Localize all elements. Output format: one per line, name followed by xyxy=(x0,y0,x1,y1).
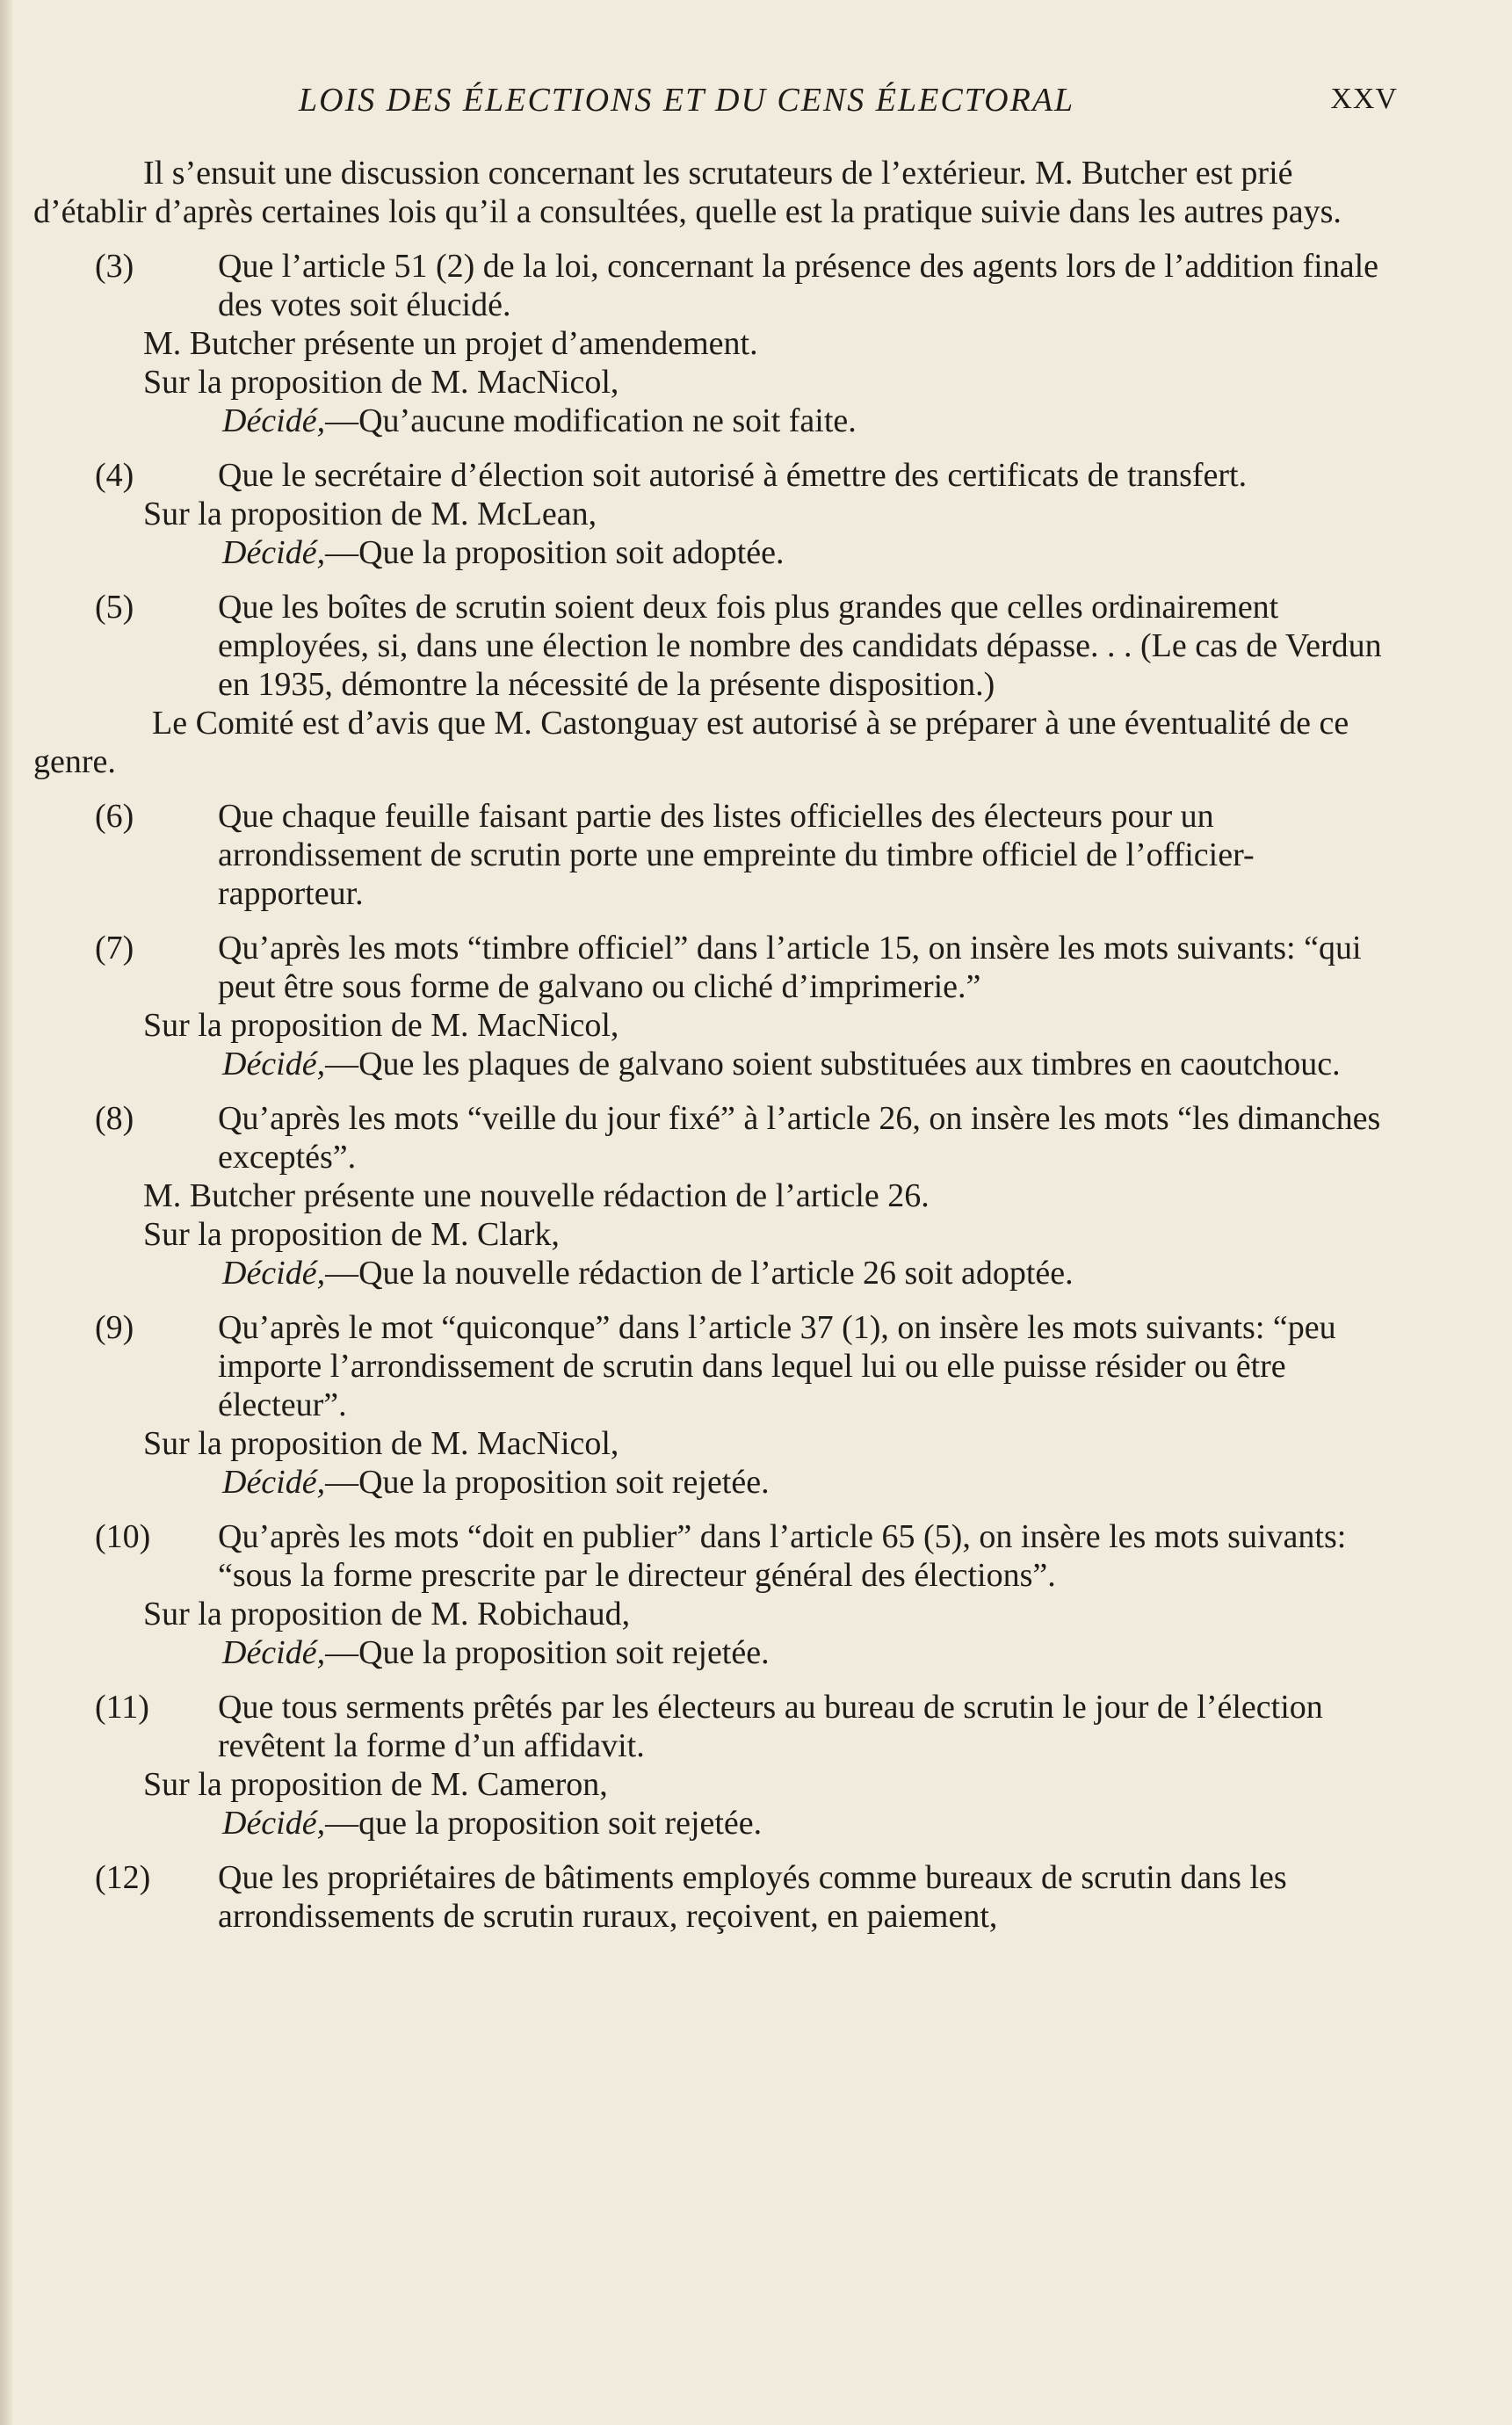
decided-label: Décidé, xyxy=(222,1464,326,1501)
item-note: Sur la proposition de M. Clark, xyxy=(143,1216,560,1253)
decided-label: Décidé, xyxy=(222,1634,326,1671)
item-number: (6) xyxy=(95,798,134,835)
item-number: (10) xyxy=(95,1518,151,1555)
item-text: Que chaque feuille faisant partie des listes officielles des électeurs pour un arrondissement de scrutin porte une empreinte du timbre officiel de l’officier-rapporteur. xyxy=(218,798,1255,912)
item-number: (5) xyxy=(95,589,134,626)
agenda-item xyxy=(33,797,1397,913)
resolution xyxy=(33,533,1397,572)
item-number: (9) xyxy=(95,1309,134,1346)
decided-label: Décidé, xyxy=(222,1255,326,1292)
decided-text: —Qu’aucune modification ne soit faite. xyxy=(325,402,857,439)
page-number: XXV xyxy=(1330,83,1398,115)
item-note: Sur la proposition de M. McLean, xyxy=(143,496,597,532)
item-note: Sur la proposition de M. MacNicol, xyxy=(143,364,619,401)
agenda-item xyxy=(33,456,1397,495)
item-text: Que le secrétaire d’élection soit autorisé à émettre des certificats de transfert. xyxy=(218,457,1248,494)
item-note: Sur la proposition de M. Cameron, xyxy=(143,1766,608,1803)
agenda-item xyxy=(33,1858,1397,1936)
item-text: Que les propriétaires de bâtiments employés comme bureaux de scrutin dans les arrondissements de scrutin ruraux, reçoivent, en paiement, xyxy=(218,1859,1287,1935)
decided-text: —Que la nouvelle rédaction de l’article 26 soit adoptée. xyxy=(325,1255,1074,1292)
resolution xyxy=(33,1463,1397,1502)
resolution xyxy=(33,402,1397,440)
resolution xyxy=(33,1633,1397,1672)
resolution xyxy=(33,1254,1397,1292)
item-text: Que l’article 51 (2) de la loi, concernant la présence des agents lors de l’addition finale des votes soit élucidé. xyxy=(218,248,1379,323)
decided-text: —Que la proposition soit rejetée. xyxy=(325,1634,770,1671)
item-text: Que les boîtes de scrutin soient deux fois plus grandes que celles ordinairement employées, si, dans une élection le nombre des candidats dépasse. . . (Le cas de Verdun en 1935, démontre la nécessité de la présente disposition.) xyxy=(218,589,1382,703)
item-text: Qu’après les mots “timbre officiel” dans l’article 15, on insère les mots suivants: “qui peut être sous forme de galvano ou cliché d’imprimerie.” xyxy=(218,930,1362,1005)
page-spine-shadow xyxy=(0,0,12,2425)
item-text: Qu’après le mot “quiconque” dans l’article 37 (1), on insère les mots suivants: “peu importe l’arrondissement de scrutin dans lequel lui ou elle puisse résider ou être électeur”. xyxy=(218,1309,1336,1423)
item-note: M. Butcher présente un projet d’amendement. xyxy=(143,325,758,362)
decided-text: —Que la proposition soit rejetée. xyxy=(325,1464,770,1501)
item-text: Qu’après les mots “doit en publier” dans l’article 65 (5), on insère les mots suivants: “sous la forme prescrite par le directeur général des élections”. xyxy=(218,1518,1347,1594)
agenda-item xyxy=(33,929,1397,1006)
decided-label: Décidé, xyxy=(222,534,326,571)
agenda-item xyxy=(33,1308,1397,1424)
item-note: M. Butcher présente une nouvelle rédaction de l’article 26. xyxy=(143,1177,930,1214)
agenda-item xyxy=(33,1688,1397,1765)
item-number: (11) xyxy=(95,1689,149,1726)
agenda-item xyxy=(33,247,1397,324)
item-note: Sur la proposition de M. MacNicol, xyxy=(143,1425,619,1462)
intro-paragraph: Il s’ensuit une discussion concernant les scrutateurs de l’extérieur. M. Butcher est prié d’établir d’après certaines lois qu’il a consultées, quelle est la pratique suivie dans les autres pays. xyxy=(33,155,1342,230)
item-number: (12) xyxy=(95,1859,151,1896)
agenda-item xyxy=(33,1099,1397,1176)
decided-text: —Que la proposition soit adoptée. xyxy=(325,534,785,571)
item-number: (8) xyxy=(95,1100,134,1137)
item-number: (3) xyxy=(95,248,134,285)
item-number: (4) xyxy=(95,457,134,494)
header-title: LOIS DES ÉLECTIONS ET DU CENS ÉLECTORAL xyxy=(299,82,1075,119)
resolution xyxy=(33,1045,1397,1083)
item-note: Sur la proposition de M. MacNicol, xyxy=(143,1007,619,1044)
resolution xyxy=(33,1804,1397,1842)
running-header xyxy=(299,81,1398,125)
decided-label: Décidé, xyxy=(222,1046,326,1082)
item-text: Que tous serments prêtés par les électeurs au bureau de scrutin le jour de l’élection revêtent la forme d’un affidavit. xyxy=(218,1689,1323,1764)
item-number: (7) xyxy=(95,930,134,966)
decided-label: Décidé, xyxy=(222,1805,326,1842)
decided-label: Décidé, xyxy=(222,402,326,439)
item-note: Sur la proposition de M. Robichaud, xyxy=(143,1596,631,1632)
agenda-item xyxy=(33,588,1397,704)
document-body xyxy=(33,154,1397,1936)
agenda-item xyxy=(33,1517,1397,1595)
decided-text: —que la proposition soit rejetée. xyxy=(325,1805,763,1842)
item-text: Qu’après les mots “veille du jour fixé” à l’article 26, on insère les mots “les dimanches exceptés”. xyxy=(218,1100,1381,1176)
decided-text: —Que les plaques de galvano soient substituées aux timbres en caoutchouc. xyxy=(325,1046,1341,1082)
item-followup: Le Comité est d’avis que M. Castonguay est autorisé à se préparer à une éventualité de ce genre. xyxy=(33,705,1349,780)
